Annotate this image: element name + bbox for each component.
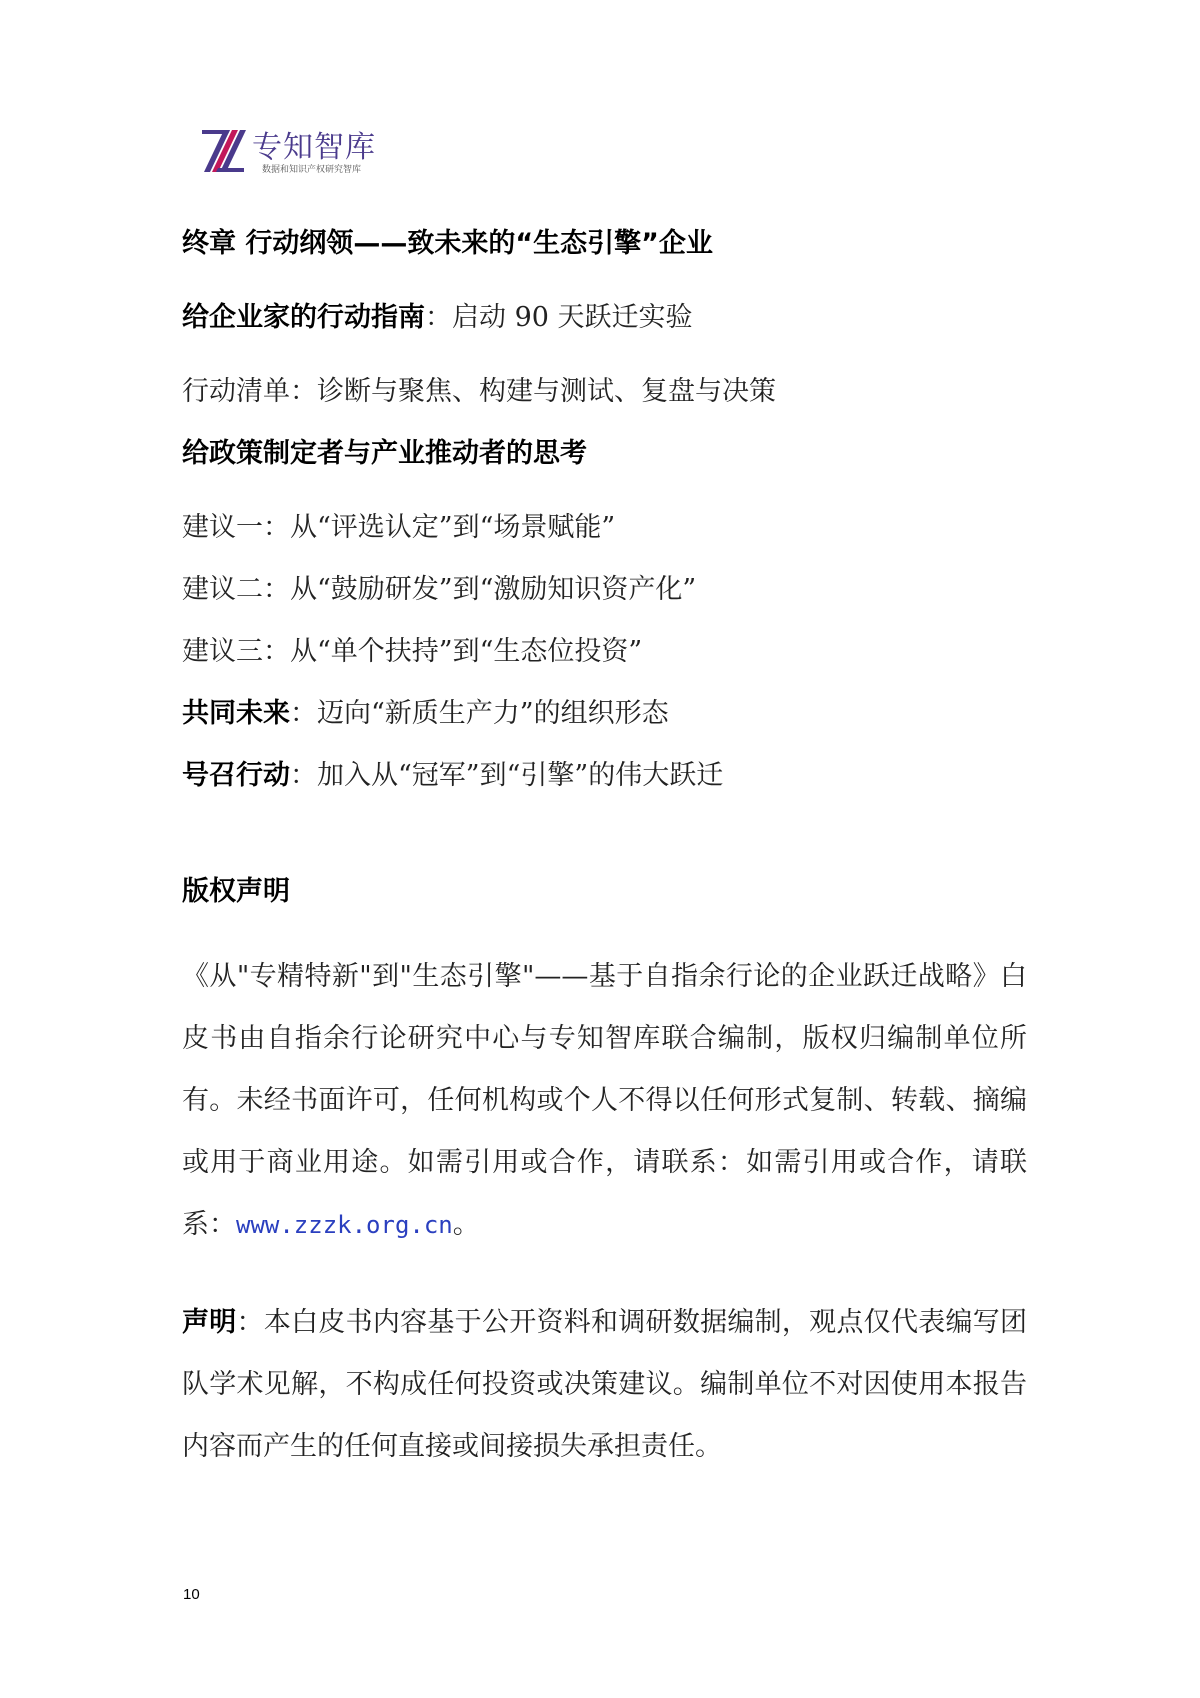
entrepreneur-guide-label: 给企业家的行动指南: [182, 302, 425, 333]
shared-future-text: ：迈向“新质生产力”的组织形态: [290, 698, 669, 729]
logo-mark-icon: [200, 126, 248, 174]
copyright-end: 。: [452, 1209, 480, 1240]
call-to-action: [182, 758, 723, 794]
call-to-action-label: 号召行动: [182, 760, 290, 791]
copyright-text: 《从"专精特新"到"生态引擎"——基于自指余行论的企业跃迁战略》白皮书由自指余行论研究中心与专知智库联合编制，版权归编制单位所有。未经书面许可，任何机构或个人不得以任何形式复制、转载、摘编或用于商业用途。如需引用或合作，请联系：如需引用或合作，请联系：: [182, 961, 1027, 1240]
copyright-heading: 版权声明: [182, 876, 290, 907]
logo-tagline: 数据和知识产权研究智库: [262, 165, 362, 175]
logo: [200, 122, 400, 178]
chapter-title: 终章 行动纲领——致未来的“生态引擎”企业: [182, 228, 713, 259]
suggestion-2: 建议二：从“鼓励研发”到“激励知识资产化”: [182, 574, 697, 605]
shared-future-label: 共同未来: [182, 698, 290, 729]
copyright-body: [182, 946, 1027, 1256]
entrepreneur-guide: [182, 300, 693, 336]
call-to-action-text: ：加入从“冠军”到“引擎”的伟大跃迁: [290, 760, 724, 791]
website-link-prefix: www.: [236, 1211, 294, 1239]
website-link[interactable]: [236, 1211, 453, 1239]
logo-name: 专知智库: [252, 130, 376, 165]
suggestion-3: 建议三：从“单个扶持”到“生态位投资”: [182, 636, 643, 667]
page-number: 10: [183, 1586, 200, 1603]
disclaimer-text: ：本白皮书内容基于公开资料和调研数据编制，观点仅代表编写团队学术见解，不构成任何投资或决策建议。编制单位不对因使用本报告内容而产生的任何直接或间接损失承担责任。: [182, 1307, 1028, 1462]
entrepreneur-guide-text: ：启动 90 天跃迁实验: [425, 302, 693, 333]
suggestion-1: 建议一：从“评选认定”到“场景赋能”: [182, 512, 616, 543]
disclaimer-label: 声明: [182, 1307, 237, 1338]
website-link-domain: zzzk.org.cn: [293, 1211, 453, 1239]
policy-heading: 给政策制定者与产业推动者的思考: [182, 438, 587, 469]
shared-future: [182, 696, 669, 732]
action-list: 行动清单：诊断与聚焦、构建与测试、复盘与决策: [182, 376, 776, 407]
disclaimer: [182, 1292, 1027, 1478]
